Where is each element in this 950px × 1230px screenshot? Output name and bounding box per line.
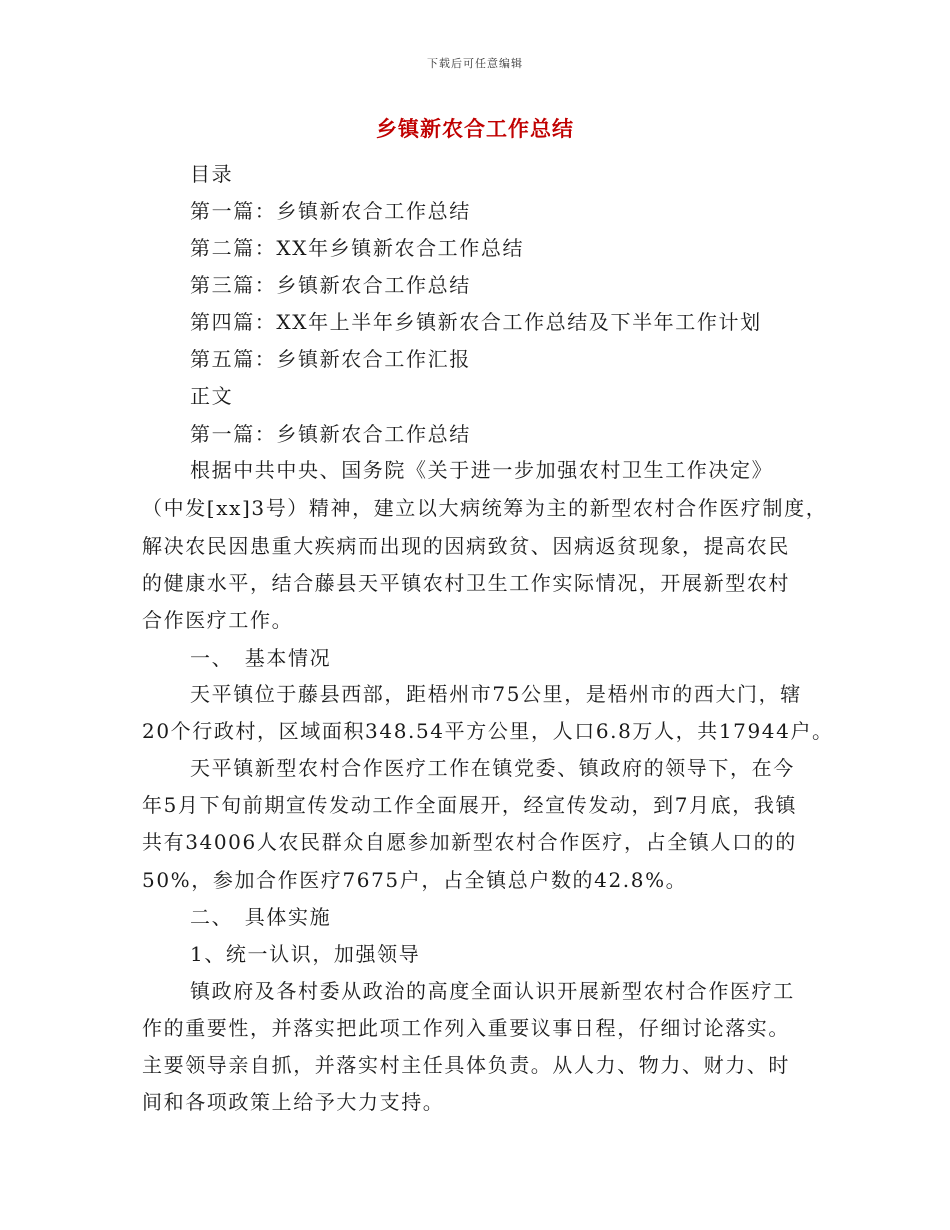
paragraph-line: 根据中共中央、国务院《关于进一步加强农村卫生工作决定》	[190, 458, 774, 482]
paragraph-line: 合作医疗工作。	[142, 608, 294, 632]
paragraph-line: 主要领导亲自抓，并落实村主任具体负责。从人力、物力、财力、时	[142, 1053, 790, 1077]
paragraph-line: 天平镇新型农村合作医疗工作在镇党委、镇政府的领导下，在今	[190, 756, 795, 780]
toc-item: 第三篇：乡镇新农合工作总结	[190, 273, 471, 297]
paragraph-line: 间和各项政策上给予大力支持。	[142, 1090, 445, 1114]
toc-item: 第四篇：XX年上半年乡镇新农合工作总结及下半年工作计划	[190, 310, 762, 334]
body-heading: 正文	[190, 384, 234, 408]
section-heading: 二、 具体实施	[190, 905, 332, 929]
paragraph-line: 的健康水平，结合藤县天平镇农村卫生工作实际情况，开展新型农村	[142, 571, 790, 595]
paragraph-line: 作的重要性，并落实把此项工作列入重要议事日程，仔细讨论落实。	[142, 1016, 790, 1040]
subsection-heading: 1、统一认识，加强领导	[190, 942, 421, 966]
document-title: 乡镇新农合工作总结	[376, 117, 574, 141]
paragraph-line: （中发[xx]3号）精神，建立以大病统筹为主的新型农村合作医疗制度，	[142, 496, 828, 520]
header-note: 下载后可任意编辑	[427, 57, 523, 70]
toc-item: 第五篇：乡镇新农合工作汇报	[190, 347, 471, 371]
paragraph-line: 年5月下旬前期宣传发动工作全面展开，经宣传发动，到7月底，我镇	[142, 793, 798, 817]
paragraph-line: 50%，参加合作医疗7675户，占全镇总户数的42.8%。	[142, 868, 688, 892]
part-title: 第一篇：乡镇新农合工作总结	[190, 422, 471, 446]
paragraph-line: 天平镇位于藤县西部，距梧州市75公里，是梧州市的西大门，辖	[190, 682, 802, 706]
toc-heading: 目录	[190, 162, 234, 186]
section-heading: 一、 基本情况	[190, 646, 332, 670]
paragraph-line: 镇政府及各村委从政治的高度全面认识开展新型农村合作医疗工	[190, 979, 795, 1003]
toc-item: 第一篇：乡镇新农合工作总结	[190, 199, 471, 223]
paragraph-line: 解决农民因患重大疾病而出现的因病致贫、因病返贫现象，提高农民	[142, 534, 790, 558]
paragraph-line: 共有34006人农民群众自愿参加新型农村合作医疗，占全镇人口的的	[142, 830, 797, 854]
paragraph-line: 20个行政村，区域面积348.54平方公里，人口6.8万人，共17944户。	[142, 719, 834, 743]
toc-item: 第二篇：XX年乡镇新农合工作总结	[190, 236, 525, 260]
